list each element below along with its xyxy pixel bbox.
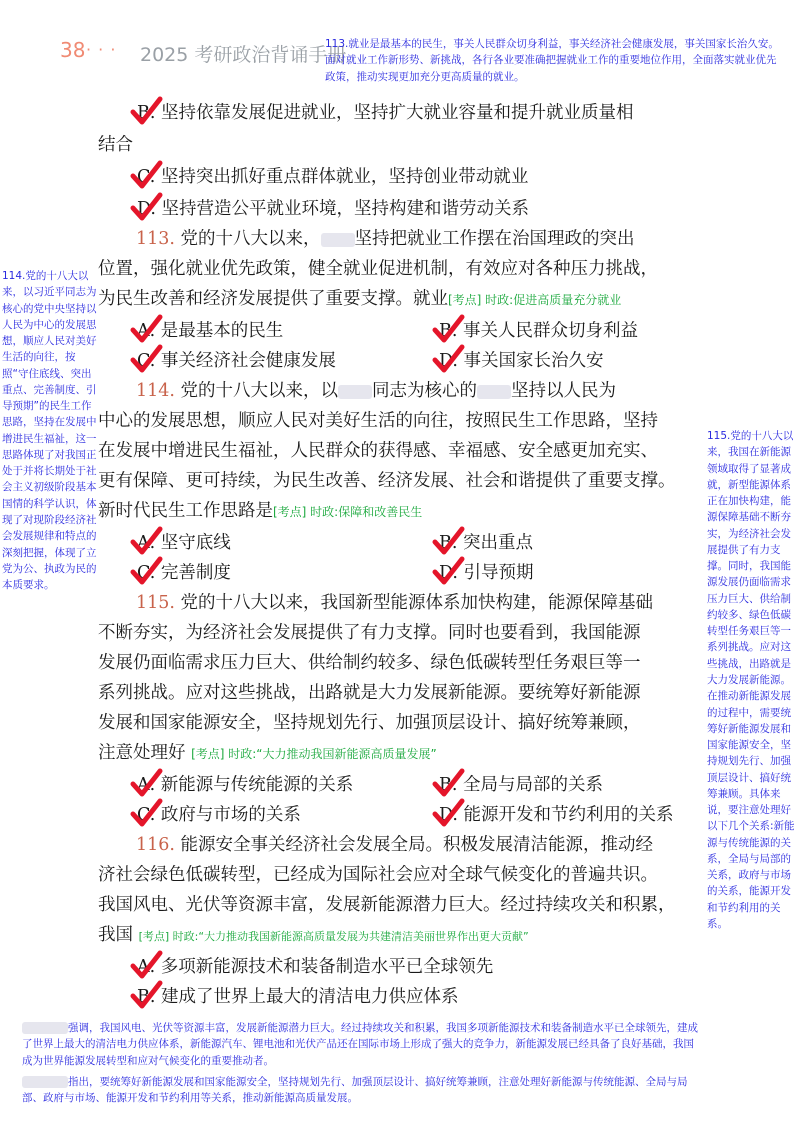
question-114: 114. 党的十八大以来，以 同志为核心的 坚持以人民为 中心的发展思想，顺应人民对美好生活的向往，按照民生工作思路，坚持 在发展中增进民生福祉，人民群众的获得感、幸福感、安全感更加充实、 更有保障、更可持续，为民生改善、经济发展、社会和谐提供了重要支撑。 新时代民生工作思路是[考点] 时政:保障和改善民生 [98, 381, 676, 521]
option-prev-b: B. 坚持依靠发展促进就业，坚持扩大就业容量和提升就业质量相 [135, 98, 633, 128]
option-114-d: D. 引导预期 [437, 558, 534, 588]
checkmark-icon [129, 556, 163, 586]
redacted-text [22, 1022, 68, 1034]
book-title: 2025 考研政治背诵手册 [140, 44, 347, 66]
option-114-b: B. 突出重点 [437, 528, 533, 558]
option-115-a: A. 新能源与传统能源的关系 [135, 770, 353, 800]
checkmark-icon [431, 798, 465, 828]
option-113-d: D. 事关国家长治久安 [437, 346, 604, 376]
checkmark-icon [431, 526, 465, 556]
checkmark-icon [129, 160, 163, 190]
option-115-b: B. 全局与局部的关系 [437, 770, 603, 800]
redacted-text [321, 233, 355, 247]
note-114: 114.党的十八大以来，以习近平同志为核心的党中央坚持以人民为中心的发展思想，顺应人民对美好生活的向往，按照“守住底线、突出重点、完善制度、引导预期”的民生工作思路，坚持在发展中增进民生福祉，这一思路体现了对我国正处于并将长期处于社会主义初级阶段基本国情的科学认识，体现了对现阶段经济社会发展规律和特点的深刻把握，体现了立党为公、执政为民的本质要求。 [2, 270, 97, 592]
option-115-c: C. 政府与市场的关系 [135, 800, 301, 830]
redacted-text [477, 385, 511, 399]
checkmark-icon [129, 192, 163, 222]
question-115: 115. 党的十八大以来，我国新型能源体系加快构建，能源保障基础 不断夯实，为经济社会发展提供了有力支撑。同时也要看到，我国能源 发展仍面临需求压力巨大、供给制约较多、绿色低碳转型任务艰巨等一 系列挑战。应对这些挑战，出路就是大力发展新能源。要统筹好新能源 发展和国家能源安全，坚持规划先行、加强顶层设计、搞好统筹兼顾， 注意处理好 [考点] 时政:“大力推动我国新能源高质量发展” [98, 593, 654, 763]
option-116-a: A. 多项新能源技术和装备制造水平已全球领先 [135, 952, 493, 982]
option-115-d: D. 能源开发和节约利用的关系 [437, 800, 674, 830]
option-prev-b-cont: 结合 [98, 135, 133, 155]
option-prev-d: D. 坚持营造公平就业环境，坚持构建和谐劳动关系 [135, 194, 529, 224]
option-114-c: C. 完善制度 [135, 558, 231, 588]
note-116: 强调，我国风电、光伏等资源丰富，发展新能源潜力巨大。经过持续攻关和积累，我国多项新能源技术和装备制造水平已全球领先，建成了世界上最大的清洁电力供应体系，新能源汽车、锂电池和光伏产品还在国际市场上形成了强大的竞争力，新能源发展已经具备了良好基础，我国成为世界能源发展转型和应对气候变化的重要推动者。 [22, 1022, 698, 1067]
option-113-c: C. 事关经济社会健康发展 [135, 346, 336, 376]
checkmark-icon [129, 96, 163, 126]
checkmark-icon [129, 980, 163, 1010]
option-114-a: A. 坚守底线 [135, 528, 231, 558]
note-113: 113.就业是最基本的民生，事关人民群众切身利益，事关经济社会健康发展，事关国家长治久安。面对就业工作新形势、新挑战，各行各业要准确把握就业工作的重要地位作用，全面落实就业优先政策，推动实现更加充分更高质量的就业。 [325, 38, 779, 83]
redacted-text [338, 385, 372, 399]
option-116-b: B. 建成了世界上最大的清洁电力供应体系 [135, 982, 458, 1012]
checkmark-icon [129, 344, 163, 374]
note-115: 115.党的十八大以来，我国在新能源领域取得了显著成就，新型能源体系正在加快构建，能源保障基础不断夯实，为经济社会发展提供了有力支撑。同时，我国能源发展仍面临需求压力巨大、供给制约较多、绿色低碳转型任务艰巨等一系列挑战。应对这些挑战，出路就是大力发展新能源。在推动新能源发展的过程中，需要统筹好新能源发展和国家能源安全，坚持规划先行、加强顶层设计、搞好统筹兼顾。具体来说，要注意处理好以下几个关系:新能源与传统能源的关系，全局与局部的关系，政府与市场的关系，能源开发和节约利用的关系。 [707, 430, 795, 930]
checkmark-icon [431, 344, 465, 374]
option-prev-c: C. 坚持突出抓好重点群体就业，坚持创业带动就业 [135, 162, 528, 192]
exam-tag: [考点] 时政:“大力推动我国新能源高质量发展” [191, 747, 437, 761]
checkmark-icon [431, 314, 465, 344]
checkmark-icon [431, 768, 465, 798]
option-113-a: A. 是最基本的民生 [135, 316, 283, 346]
checkmark-icon [129, 526, 163, 556]
exam-tag: [考点] 时政:“大力推动我国新能源高质量发展为共建清洁美丽世界作出更大贡献” [138, 930, 529, 943]
page-number: 38 [60, 38, 86, 62]
redacted-text [22, 1076, 68, 1088]
note-116-b: 指出，要统筹好新能源发展和国家能源安全，坚持规划先行、加强顶层设计、搞好统筹兼顾，注意处理好新能源与传统能源、全局与局部、政府与市场、能源开发和节约利用等关系，推动新能源高质量发展。 [22, 1076, 688, 1105]
question-116: 116. 能源安全事关经济社会发展全局。积极发展清洁能源，推动经 济社会绿色低碳转型，已经成为国际社会应对全球气候变化的普遍共识。 我国风电、光伏等资源丰富，发展新能源潜力巨大。经过持续攻关和积累， 我国 [考点] 时政:“大力推动我国新能源高质量发展为共建清洁美丽世界作出更大贡献” [98, 835, 676, 945]
exam-tag: [考点] 时政:保障和改善民生 [273, 505, 423, 519]
option-113-b: B. 事关人民群众切身利益 [437, 316, 638, 346]
checkmark-icon [129, 314, 163, 344]
checkmark-icon [129, 950, 163, 980]
exam-tag: [考点] 时政:促进高质量充分就业 [448, 293, 622, 307]
checkmark-icon [129, 798, 163, 828]
question-113: 113. 党的十八大以来， 坚持把就业工作摆在治国理政的突出 位置，强化就业优先政策，健全就业促进机制，有效应对各种压力挑战， 为民生改善和经济发展提供了重要支撑。就业[考点] 时政:促进高质量充分就业 [98, 229, 658, 309]
header-dots: · · · [86, 40, 117, 59]
checkmark-icon [129, 768, 163, 798]
checkmark-icon [431, 556, 465, 586]
